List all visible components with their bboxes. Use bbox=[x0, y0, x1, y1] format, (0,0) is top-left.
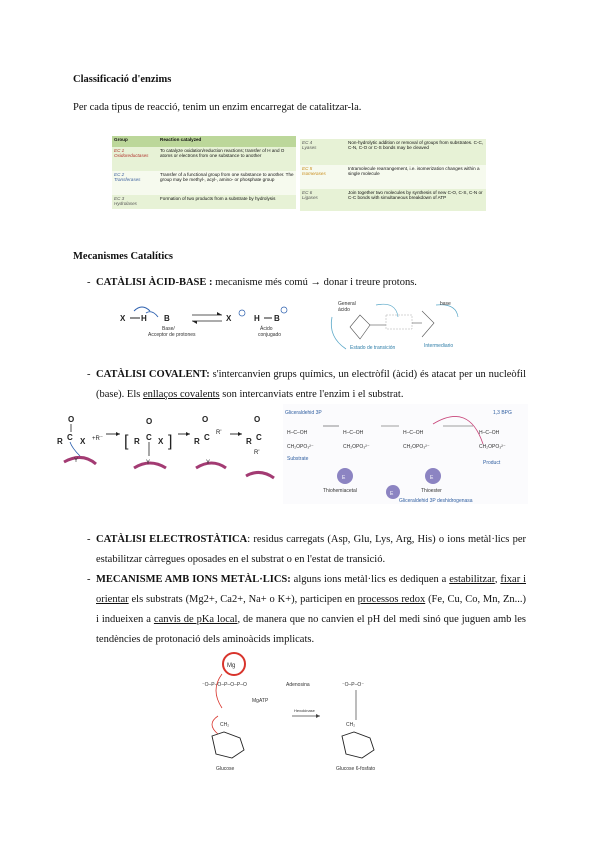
gap-label: Gliceraldehid 3P bbox=[285, 410, 322, 416]
acid-base-scheme-figure bbox=[118, 303, 298, 343]
atom-c3: C bbox=[204, 433, 210, 442]
atom-x-minus: X bbox=[226, 314, 232, 323]
ec-name: Hydrolases bbox=[114, 201, 137, 207]
metal-text-1: alguns ions metàl·lics es dediquen a bbox=[290, 574, 450, 585]
atom-c4: C bbox=[256, 433, 262, 442]
ec-desc: Join together two molecules by synthesis of new C-O, C-S, C-N or C-C bonds with simultaneous breakdown of ATP bbox=[346, 189, 486, 211]
hexokinase-label: Hexokinase bbox=[294, 708, 315, 713]
atom-r: R bbox=[57, 437, 63, 446]
transition-state-label: Estado de transición bbox=[350, 345, 396, 351]
ec-desc: Formation of two products from a substrate by hydrolysis bbox=[158, 195, 296, 209]
covalent-mechanism-figure bbox=[56, 412, 276, 484]
ec-code: EC 2 bbox=[114, 172, 125, 177]
table-row bbox=[112, 147, 296, 171]
ec-name: Transferases bbox=[114, 177, 141, 183]
base-label: Base/ bbox=[162, 326, 175, 332]
substrate-label: Substrate bbox=[287, 456, 309, 462]
atom-x: X bbox=[120, 314, 126, 323]
atom-b: B bbox=[164, 314, 170, 323]
atom-o2: O bbox=[146, 417, 153, 426]
atom-b2: B bbox=[274, 314, 280, 323]
product-label: Product bbox=[483, 460, 501, 466]
atom-x: X bbox=[80, 437, 86, 446]
phosphate-chain: ⁻O–P–O–P–O–P–O bbox=[202, 682, 247, 688]
ec-code: EC 5 bbox=[302, 166, 313, 171]
atom-x2: X bbox=[158, 437, 164, 446]
header-reaction: Reaction catalyzed bbox=[158, 136, 296, 147]
atom-c2: C bbox=[146, 433, 152, 442]
mechanisms-heading: Mecanismes Catalítics bbox=[73, 251, 174, 262]
bracket-open: [ bbox=[124, 433, 129, 450]
ec-name: Ligases bbox=[302, 195, 318, 201]
glucose-label: Glucose bbox=[216, 766, 235, 772]
enzyme-table-right bbox=[300, 139, 486, 211]
atom-y3: Y bbox=[206, 460, 211, 466]
covalent-text-2: son intercanviats entre l'enzim i el substrat. bbox=[219, 389, 404, 400]
atom-rprime2: R' bbox=[254, 450, 260, 456]
metal-u4: canvis de pKa local bbox=[153, 614, 238, 625]
g6p-label: Glucose 6-fosfato bbox=[336, 766, 376, 772]
bpg-label: 1,3 BPG bbox=[493, 410, 512, 416]
gapdh-label: Gliceraldehid 3P deshidrogenasa bbox=[399, 498, 473, 504]
table-row bbox=[300, 165, 486, 189]
ec-name: Lyases bbox=[302, 145, 317, 151]
ec-desc: Intramolecule rearrangement, i.e. isomerization changes within a single molecule bbox=[346, 165, 486, 189]
bracket-close: ] bbox=[168, 433, 173, 450]
thioester-label: Thioester bbox=[421, 488, 442, 494]
atom-r4: R bbox=[246, 437, 252, 446]
metal-item bbox=[96, 570, 526, 650]
metal-text-4: (Fe, Cu, Co, Mn, Zn...) i indueixen a bbox=[96, 594, 527, 625]
enzyme-e1: E bbox=[342, 475, 346, 481]
table-row bbox=[300, 189, 486, 211]
metal-text-2: , bbox=[494, 574, 501, 585]
general-acid-base-figure bbox=[326, 297, 476, 357]
gapdh-mechanism-figure bbox=[283, 404, 528, 504]
atom-y2: Y bbox=[146, 460, 151, 466]
metal-u1: estabilitzar bbox=[449, 574, 495, 585]
ch2-label-2: CH₂ bbox=[346, 722, 356, 728]
acid-base-text: mecanisme més comú → donar i treure protons. bbox=[212, 277, 417, 288]
ec-code: EC 4 bbox=[302, 140, 313, 145]
metal-title: MECANISME AMB IONS METÀL·LICS: bbox=[96, 574, 291, 585]
bullet-dash: - bbox=[87, 534, 91, 545]
atom-y: Y bbox=[74, 458, 79, 464]
mg-label: Mg bbox=[227, 663, 236, 669]
struct-8: CH₂OPO₃²⁻ bbox=[479, 444, 506, 450]
conj-acid-label: Ácido bbox=[260, 326, 273, 332]
ec-desc: Transfer of a functional group from one substance to another. The group may be methyl-, acyl-, amino- or phosphate group bbox=[158, 171, 296, 195]
table-row bbox=[112, 195, 296, 209]
base-label-right: base bbox=[440, 301, 451, 307]
intermediate-label: Intermediario bbox=[424, 343, 454, 349]
ec-desc: Non-hydrolytic addition or removal of groups from substrates. C-C, C-N, C-O or C-S bonds may be cleaved bbox=[346, 139, 486, 165]
enzyme-table-left bbox=[112, 136, 296, 209]
header-group: Group bbox=[112, 136, 158, 147]
table-row bbox=[112, 171, 296, 195]
ec-code: EC 6 bbox=[302, 190, 313, 195]
mgatp-label: MgATP bbox=[252, 698, 269, 704]
table-row bbox=[300, 139, 486, 165]
ec-code: EC 3 bbox=[114, 196, 125, 201]
struct-1: H–C–OH bbox=[287, 430, 308, 436]
metal-text-5: , de manera que no canvien el pH del medi sinó que juguen amb les tendències de protonació dels aminoàcids implicats. bbox=[96, 614, 526, 645]
acid-label: ácido bbox=[338, 307, 350, 313]
struct-4: H–C–OH bbox=[479, 430, 500, 436]
ec-name: Isomerases bbox=[302, 171, 326, 177]
general-label: General bbox=[338, 301, 356, 307]
atom-h2: H bbox=[254, 314, 260, 323]
phosphate-single: ⁻O–P–O⁻ bbox=[342, 682, 364, 688]
metal-u2: fixar i orientar bbox=[96, 574, 527, 605]
bullet-dash: - bbox=[87, 277, 91, 288]
covalent-text-1: s'intercanvien grups químics, un electròfil (àcid) és atacat per un nucleòfil (base). Els bbox=[96, 369, 526, 400]
adenosine-label: Adenosina bbox=[286, 682, 310, 688]
atom-o4: O bbox=[254, 415, 261, 424]
acid-base-item bbox=[96, 273, 526, 293]
ec-code: EC 1 bbox=[114, 148, 125, 153]
covalent-underlined: enllaços covalents bbox=[142, 389, 220, 400]
table-header bbox=[112, 136, 296, 147]
bullet-dash: - bbox=[87, 369, 91, 380]
atom-o: O bbox=[68, 415, 75, 424]
struct-6: CH₂OPO₃²⁻ bbox=[343, 444, 370, 450]
covalent-title: CATÀLISI COVALENT: bbox=[96, 369, 210, 380]
covalent-item bbox=[96, 365, 526, 405]
plus-r: +R⁻ bbox=[92, 436, 104, 442]
intro-text: Per cada tipus de reacció, tenim un enzim encarregat de catalitzar-la. bbox=[73, 102, 362, 113]
acceptor-label: Acceptor de protones bbox=[148, 332, 196, 338]
ec-name: Oxidoreductases bbox=[114, 153, 149, 159]
struct-5: CH₂OPO₃²⁻ bbox=[287, 444, 314, 450]
hexokinase-figure bbox=[196, 650, 416, 775]
conj-sub-label: conjugado bbox=[258, 332, 282, 338]
atom-r2: R bbox=[134, 437, 140, 446]
atom-r3: R bbox=[194, 437, 200, 446]
struct-2: H–C–OH bbox=[343, 430, 364, 436]
acid-base-title: CATÀLISI ÀCID-BASE : bbox=[96, 277, 213, 288]
struct-3: H–C–OH bbox=[403, 430, 424, 436]
atom-rprime: R' bbox=[216, 430, 222, 436]
section-title: Classificació d'enzims bbox=[73, 74, 172, 85]
atom-c: C bbox=[67, 433, 73, 442]
atom-h: H bbox=[141, 314, 147, 323]
ch2-label: CH₂ bbox=[220, 722, 230, 728]
electrostatic-title: CATÀLISI ELECTROSTÀTICA bbox=[96, 534, 248, 545]
atom-o3: O bbox=[202, 415, 209, 424]
enzyme-e3: E bbox=[390, 491, 394, 497]
metal-u3: processos redox bbox=[357, 594, 426, 605]
hemithio-label: Thiohemiacetal bbox=[323, 488, 357, 494]
struct-7: CH₂OPO₃²⁻ bbox=[403, 444, 430, 450]
enzyme-e2: E bbox=[430, 475, 434, 481]
electrostatic-item bbox=[96, 530, 526, 570]
bullet-dash: - bbox=[87, 574, 91, 585]
metal-text-3: els substrats (Mg2+, Ca2+, Na+ o K+), participen en bbox=[128, 594, 358, 605]
ec-desc: To catalyze oxidation/reduction reactions; transfer of H and O atoms or electrons from one substance to another bbox=[158, 147, 296, 171]
electrostatic-text: : residus carregats (Asp, Glu, Lys, Arg, His) o ions metàl·lics per estabilitzar càrregues oposades en el substrat o en l'estat de transició. bbox=[96, 534, 527, 565]
